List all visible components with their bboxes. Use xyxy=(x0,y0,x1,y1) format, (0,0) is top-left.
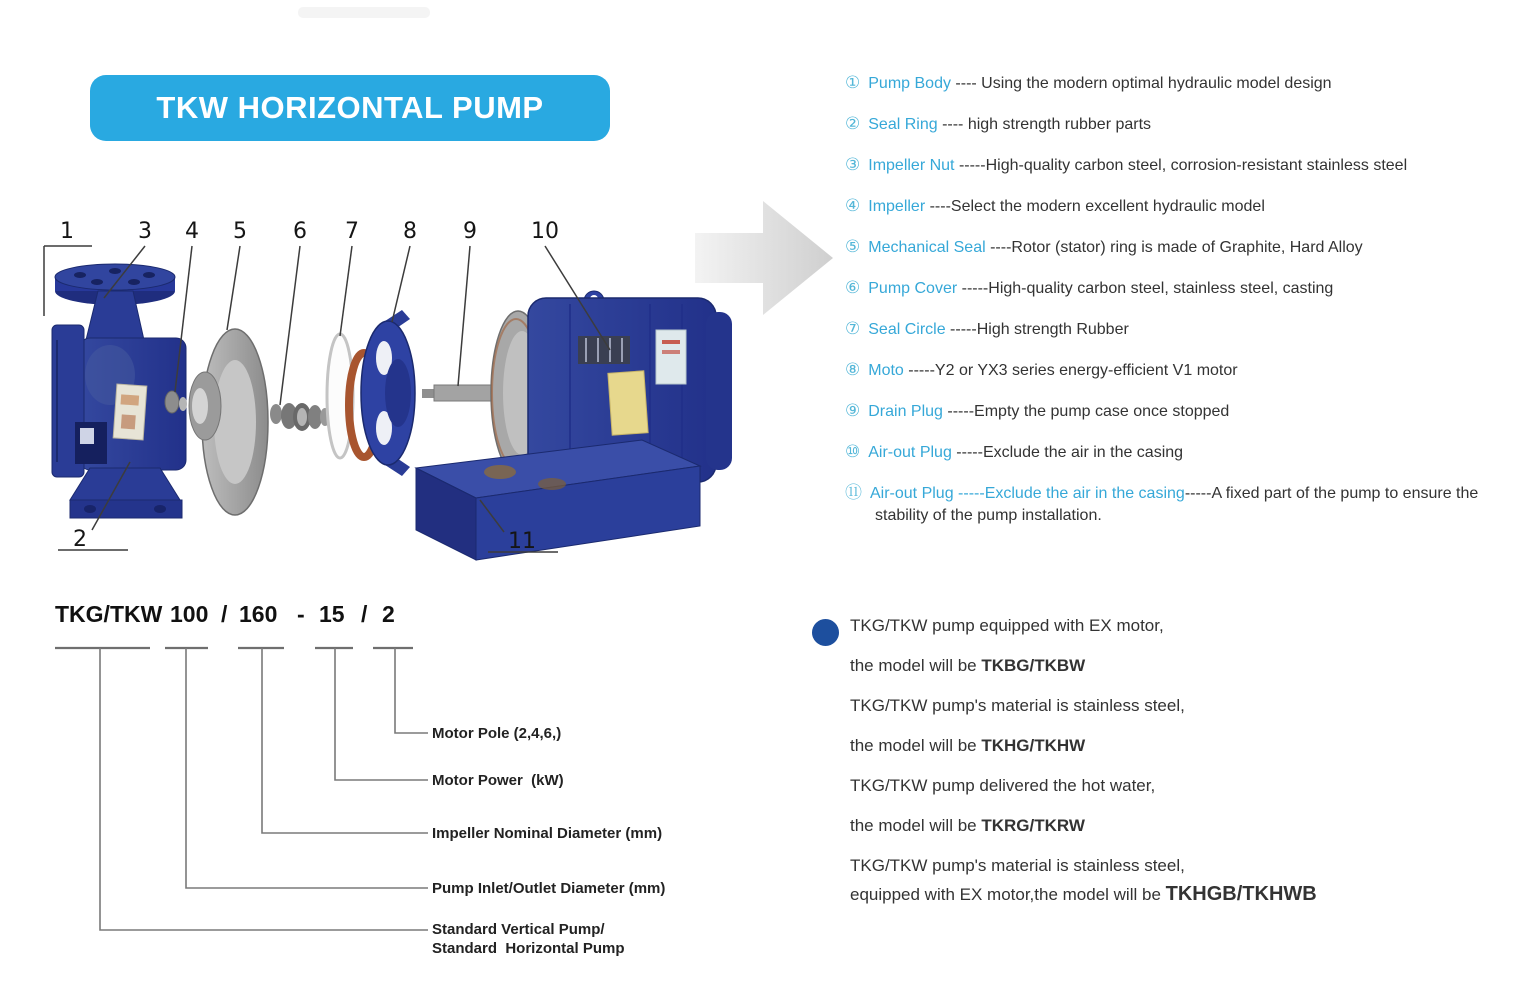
base-plate-part xyxy=(416,440,700,560)
model-segment-impeller: 160 xyxy=(239,601,278,627)
pump-body-part xyxy=(52,264,186,518)
model-segment-pole: 2 xyxy=(382,601,395,627)
part-number: 10 xyxy=(531,219,559,244)
callout-vertical-pump: Standard Vertical Pump/ xyxy=(432,921,605,938)
part-description: High-quality carbon steel, stainless steel, casting xyxy=(988,280,1334,297)
part-number: 5 xyxy=(233,219,247,244)
callout-impeller-diam: Impeller Nominal Diameter (mm) xyxy=(432,825,663,842)
part-list-item-11 xyxy=(845,482,1505,527)
part-description: Select the modern excellent hydraulic model xyxy=(950,198,1265,215)
part-number: 7 xyxy=(345,219,359,244)
note-model-code: TKRG/TKRW xyxy=(981,816,1085,835)
note-text: the model will be xyxy=(850,736,982,755)
circled-number-icon: ⑧ xyxy=(845,360,861,379)
note-text: TKG/TKW pump's material is stainless steel, xyxy=(850,856,1185,875)
note-bullet-dot-icon xyxy=(812,619,839,646)
note-line-6 xyxy=(850,814,1495,838)
part-separator: ----- xyxy=(951,444,983,461)
part-number: 6 xyxy=(293,219,307,244)
part-name: Seal Ring xyxy=(868,116,938,133)
model-connector-lines xyxy=(40,630,690,955)
part-number: 4 xyxy=(185,219,199,244)
part-name: Mechanical Seal xyxy=(868,239,986,256)
top-faint-line xyxy=(298,7,430,18)
title-banner xyxy=(90,75,610,141)
part-separator: ----- xyxy=(942,403,975,420)
part-number: 3 xyxy=(138,219,152,244)
circled-number-icon: ⑦ xyxy=(845,319,861,338)
part-number: 11 xyxy=(508,529,536,554)
part-description: Empty the pump case once stopped xyxy=(974,403,1230,420)
part-list-item-3 xyxy=(845,154,1505,177)
circled-number-icon: ⑨ xyxy=(845,401,861,420)
model-segment-series: TKG/TKW xyxy=(55,601,163,627)
part-separator: ----- xyxy=(954,157,986,174)
part-description: Using the modern optimal hydraulic model design xyxy=(981,75,1332,92)
part-number: 9 xyxy=(463,219,477,244)
part-separator: ---- xyxy=(985,239,1012,256)
note-text: TKG/TKW pump delivered the hot water, xyxy=(850,776,1156,795)
model-segment-power: 15 xyxy=(319,601,345,627)
note-text: equipped with EX motor,the model will be xyxy=(850,885,1166,904)
pump-cover-part xyxy=(349,310,415,476)
part-name: Seal Circle xyxy=(868,321,946,338)
note-model-code: TKHGB/TKHWB xyxy=(1165,883,1317,905)
note-text: TKG/TKW pump equipped with EX motor, xyxy=(850,616,1164,635)
part-separator: ----- xyxy=(1184,485,1212,502)
arrow-right-icon xyxy=(695,193,840,333)
model-segment-slash: / xyxy=(221,601,228,627)
note-model-code: TKHG/TKHW xyxy=(981,736,1086,755)
part-name: Pump Body xyxy=(868,75,951,92)
part-description: Y2 or YX3 series energy-efficient V1 motor xyxy=(934,362,1238,379)
note-line-3 xyxy=(850,694,1495,718)
note-line-1 xyxy=(850,614,1495,638)
circled-number-icon: ⑩ xyxy=(845,442,861,461)
part-description: A fixed part of the pump to ensure the stability of the pump installation. xyxy=(875,485,1479,524)
part-separator: ---- xyxy=(937,116,968,133)
note-model-code: TKBG/TKBW xyxy=(981,656,1086,675)
part-name: Air-out Plug xyxy=(868,444,952,461)
part-number: 1 xyxy=(60,219,74,244)
note-line-2 xyxy=(850,654,1495,678)
callout-motor-power: Motor Power (kW) xyxy=(432,772,564,789)
part-description: Rotor (stator) ring is made of Graphite, Hard Alloy xyxy=(1011,239,1363,256)
part-number: 2 xyxy=(73,527,87,552)
part-name: Impeller xyxy=(868,198,926,215)
part-list-item-4 xyxy=(845,195,1505,218)
part-list-item-5 xyxy=(845,236,1505,259)
note-line-8 xyxy=(850,882,1495,907)
part-list-item-9 xyxy=(845,400,1505,423)
part-description: High strength Rubber xyxy=(976,321,1129,338)
part-name: Pump Cover xyxy=(868,280,958,297)
note-line-5 xyxy=(850,774,1495,798)
part-name: Moto xyxy=(868,362,904,379)
part-list-item-8 xyxy=(845,359,1505,382)
callout-motor-pole: Motor Pole (2,4,6,) xyxy=(432,725,562,742)
circled-number-icon: ⑤ xyxy=(845,237,861,256)
impeller-part xyxy=(189,329,268,515)
parts-list xyxy=(845,72,1505,545)
part-name: Drain Plug xyxy=(868,403,943,420)
model-notes xyxy=(850,614,1495,923)
circled-number-icon: ⑪ xyxy=(845,483,862,502)
part-description: Exclude the air in the casing xyxy=(982,444,1184,461)
part-list-item-10 xyxy=(845,441,1505,464)
part-description: High-quality carbon steel, corrosion-resistant stainless steel xyxy=(985,157,1408,174)
part-separator: ----- xyxy=(903,362,935,379)
model-segment-slash2: / xyxy=(361,601,368,627)
part-list-item-1 xyxy=(845,72,1505,95)
part-name: Impeller Nut xyxy=(868,157,955,174)
circled-number-icon: ② xyxy=(845,114,861,133)
note-text: the model will be xyxy=(850,656,982,675)
mechanical-seal-parts xyxy=(270,403,330,431)
part-description-cyan: -----Exclude the air in the casing xyxy=(958,485,1185,502)
note-line-7 xyxy=(850,854,1495,878)
part-separator: ---- xyxy=(950,75,982,92)
model-segment-inlet: 100 xyxy=(170,601,209,627)
part-number: 8 xyxy=(403,219,417,244)
part-list-item-7 xyxy=(845,318,1505,341)
circled-number-icon: ③ xyxy=(845,155,861,174)
pump-exploded-diagram xyxy=(30,200,740,565)
part-name: Air-out Plug xyxy=(870,485,954,502)
part-separator: ----- xyxy=(945,321,977,338)
part-separator: ----- xyxy=(957,280,989,297)
part-separator: ---- xyxy=(925,198,951,215)
callout-inlet-outlet: Pump Inlet/Outlet Diameter (mm) xyxy=(432,880,666,897)
circled-number-icon: ④ xyxy=(845,196,861,215)
part-description: high strength rubber parts xyxy=(967,116,1152,133)
part-list-item-2 xyxy=(845,113,1505,136)
page-title: TKW HORIZONTAL PUMP xyxy=(156,90,544,125)
model-segment-dash: - xyxy=(297,601,305,627)
note-line-4 xyxy=(850,734,1495,758)
circled-number-icon: ⑥ xyxy=(845,278,861,297)
note-text: the model will be xyxy=(850,816,982,835)
note-text: TKG/TKW pump's material is stainless steel, xyxy=(850,696,1185,715)
circled-number-icon: ① xyxy=(845,73,861,92)
part-list-item-6 xyxy=(845,277,1505,300)
callout-horizontal-pump: Standard Horizontal Pump xyxy=(432,940,625,957)
